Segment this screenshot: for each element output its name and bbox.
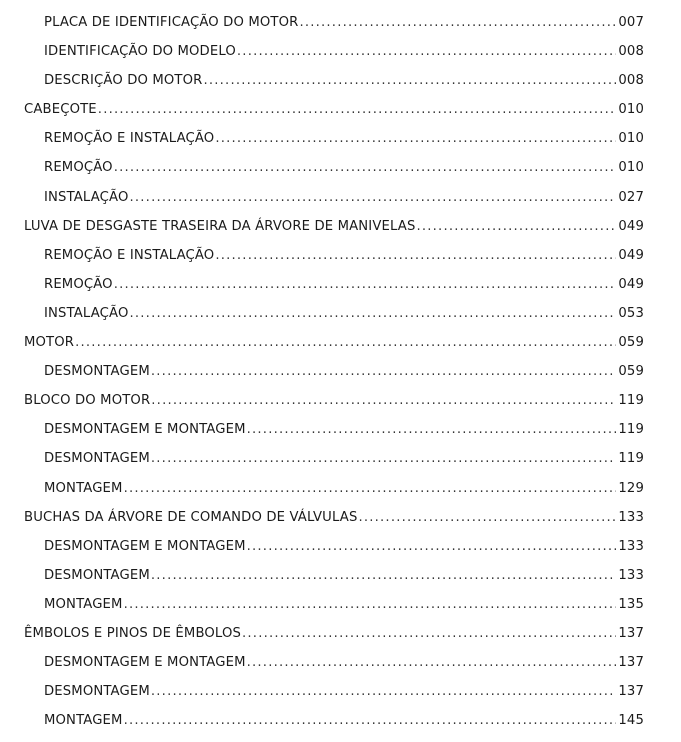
toc-entry-page-number: 133 <box>618 538 644 554</box>
toc-entry-page-number: 049 <box>618 276 644 292</box>
toc-entry-page-number: 133 <box>618 509 644 525</box>
toc-dot-leader <box>151 444 616 473</box>
toc-subsection-entry[interactable] <box>0 590 681 619</box>
toc-entry-title: INSTALAÇÃO <box>44 305 129 321</box>
toc-dot-leader <box>358 503 616 532</box>
toc-entry-title: REMOÇÃO E INSTALAÇÃO <box>44 131 215 147</box>
toc-entry-title: LUVA DE DESGASTE TRASEIRA DA ÁRVORE DE MANIVELAS <box>24 218 416 234</box>
toc-dot-leader <box>124 590 617 619</box>
toc-dot-leader <box>151 386 616 415</box>
toc-entry-title: DESMONTAGEM <box>44 364 150 380</box>
toc-entry-title: DESMONTAGEM <box>44 684 150 700</box>
toc-entry-title: REMOÇÃO <box>44 276 113 292</box>
toc-entry-title: CABEÇOTE <box>24 102 97 118</box>
toc-dot-leader <box>114 270 617 299</box>
toc-section-entry[interactable] <box>0 386 681 415</box>
toc-entry-title: DESMONTAGEM E MONTAGEM <box>44 422 246 438</box>
toc-dot-leader <box>98 95 617 124</box>
toc-section-entry[interactable] <box>0 95 681 124</box>
toc-subsection-entry[interactable] <box>0 66 681 95</box>
toc-entry-page-number: 059 <box>618 335 644 351</box>
toc-entry-page-number: 119 <box>618 393 644 409</box>
toc-entry-title: DESMONTAGEM <box>44 567 150 583</box>
toc-entry-page-number: 049 <box>618 218 644 234</box>
toc-entry-page-number: 133 <box>618 567 644 583</box>
toc-section-entry[interactable] <box>0 328 681 357</box>
toc-entry-title: REMOÇÃO E INSTALAÇÃO <box>44 247 215 263</box>
toc-subsection-entry[interactable] <box>0 357 681 386</box>
toc-dot-leader <box>203 66 616 95</box>
toc-subsection-entry[interactable] <box>0 124 681 153</box>
toc-entry-page-number: 053 <box>618 305 644 321</box>
toc-entry-page-number: 008 <box>618 44 644 60</box>
toc-subsection-entry[interactable] <box>0 153 681 182</box>
toc-entry-page-number: 137 <box>618 625 644 641</box>
toc-dot-leader <box>151 677 616 706</box>
toc-entry-page-number: 008 <box>618 73 644 89</box>
toc-subsection-entry[interactable] <box>0 561 681 590</box>
toc-entry-title: DESMONTAGEM <box>44 451 150 467</box>
toc-subsection-entry[interactable] <box>0 299 681 328</box>
toc-entry-page-number: 010 <box>618 102 644 118</box>
toc-entry-page-number: 137 <box>618 655 644 671</box>
toc-entry-page-number: 119 <box>618 422 644 438</box>
toc-dot-leader <box>124 706 617 735</box>
toc-entry-title: BUCHAS DA ÁRVORE DE COMANDO DE VÁLVULAS <box>24 509 358 525</box>
toc-entry-title: MONTAGEM <box>44 480 123 496</box>
toc-entry-page-number: 135 <box>618 596 644 612</box>
toc-entry-title: PLACA DE IDENTIFICAÇÃO DO MOTOR <box>44 15 299 30</box>
toc-entry-title: MONTAGEM <box>44 596 123 612</box>
toc-dot-leader <box>247 415 617 444</box>
toc-entry-page-number: 059 <box>618 364 644 380</box>
toc-entry-title: ÊMBOLOS E PINOS DE ÊMBOLOS <box>24 625 242 641</box>
toc-subsection-entry[interactable] <box>0 183 681 212</box>
toc-dot-leader <box>416 212 616 241</box>
toc-subsection-entry[interactable] <box>0 474 681 503</box>
toc-entry-title: MOTOR <box>24 335 75 351</box>
toc-section-entry[interactable] <box>0 619 681 648</box>
toc-dot-leader <box>215 124 616 153</box>
toc-dot-leader <box>247 648 617 677</box>
toc-dot-leader <box>299 8 616 37</box>
toc-subsection-entry[interactable] <box>0 37 681 66</box>
toc-dot-leader <box>124 474 617 503</box>
toc-entry-title: DESMONTAGEM E MONTAGEM <box>44 655 246 671</box>
toc-section-entry[interactable] <box>0 212 681 241</box>
toc-dot-leader <box>130 183 617 212</box>
toc-subsection-entry[interactable] <box>0 532 681 561</box>
toc-entry-title: DESMONTAGEM E MONTAGEM <box>44 538 246 554</box>
table-of-contents <box>0 8 681 735</box>
toc-subsection-entry[interactable] <box>0 8 681 37</box>
toc-section-entry[interactable] <box>0 503 681 532</box>
toc-entry-page-number: 145 <box>618 713 644 729</box>
toc-entry-title: BLOCO DO MOTOR <box>24 393 151 409</box>
toc-subsection-entry[interactable] <box>0 270 681 299</box>
toc-dot-leader <box>247 532 617 561</box>
toc-entry-page-number: 027 <box>618 189 644 205</box>
toc-subsection-entry[interactable] <box>0 241 681 270</box>
toc-dot-leader <box>151 357 616 386</box>
toc-entry-page-number: 129 <box>618 480 644 496</box>
toc-entry-title: DESCRIÇÃO DO MOTOR <box>44 73 203 89</box>
toc-subsection-entry[interactable] <box>0 677 681 706</box>
toc-dot-leader <box>215 241 616 270</box>
toc-entry-title: REMOÇÃO <box>44 160 113 176</box>
toc-subsection-entry[interactable] <box>0 444 681 473</box>
toc-subsection-entry[interactable] <box>0 648 681 677</box>
toc-entry-title: MONTAGEM <box>44 713 123 729</box>
toc-dot-leader <box>130 299 617 328</box>
toc-entry-page-number: 010 <box>618 160 644 176</box>
toc-entry-page-number: 137 <box>618 684 644 700</box>
toc-dot-leader <box>237 37 616 66</box>
toc-entry-page-number: 010 <box>618 131 644 147</box>
toc-entry-title: IDENTIFICAÇÃO DO MODELO <box>44 44 236 60</box>
toc-dot-leader <box>151 561 616 590</box>
toc-subsection-entry[interactable] <box>0 415 681 444</box>
toc-entry-title: INSTALAÇÃO <box>44 189 129 205</box>
toc-entry-page-number: 007 <box>618 15 644 30</box>
toc-dot-leader <box>114 153 617 182</box>
toc-dot-leader <box>242 619 616 648</box>
toc-subsection-entry[interactable] <box>0 706 681 735</box>
toc-dot-leader <box>75 328 616 357</box>
toc-entry-page-number: 119 <box>618 451 644 467</box>
toc-entry-page-number: 049 <box>618 247 644 263</box>
